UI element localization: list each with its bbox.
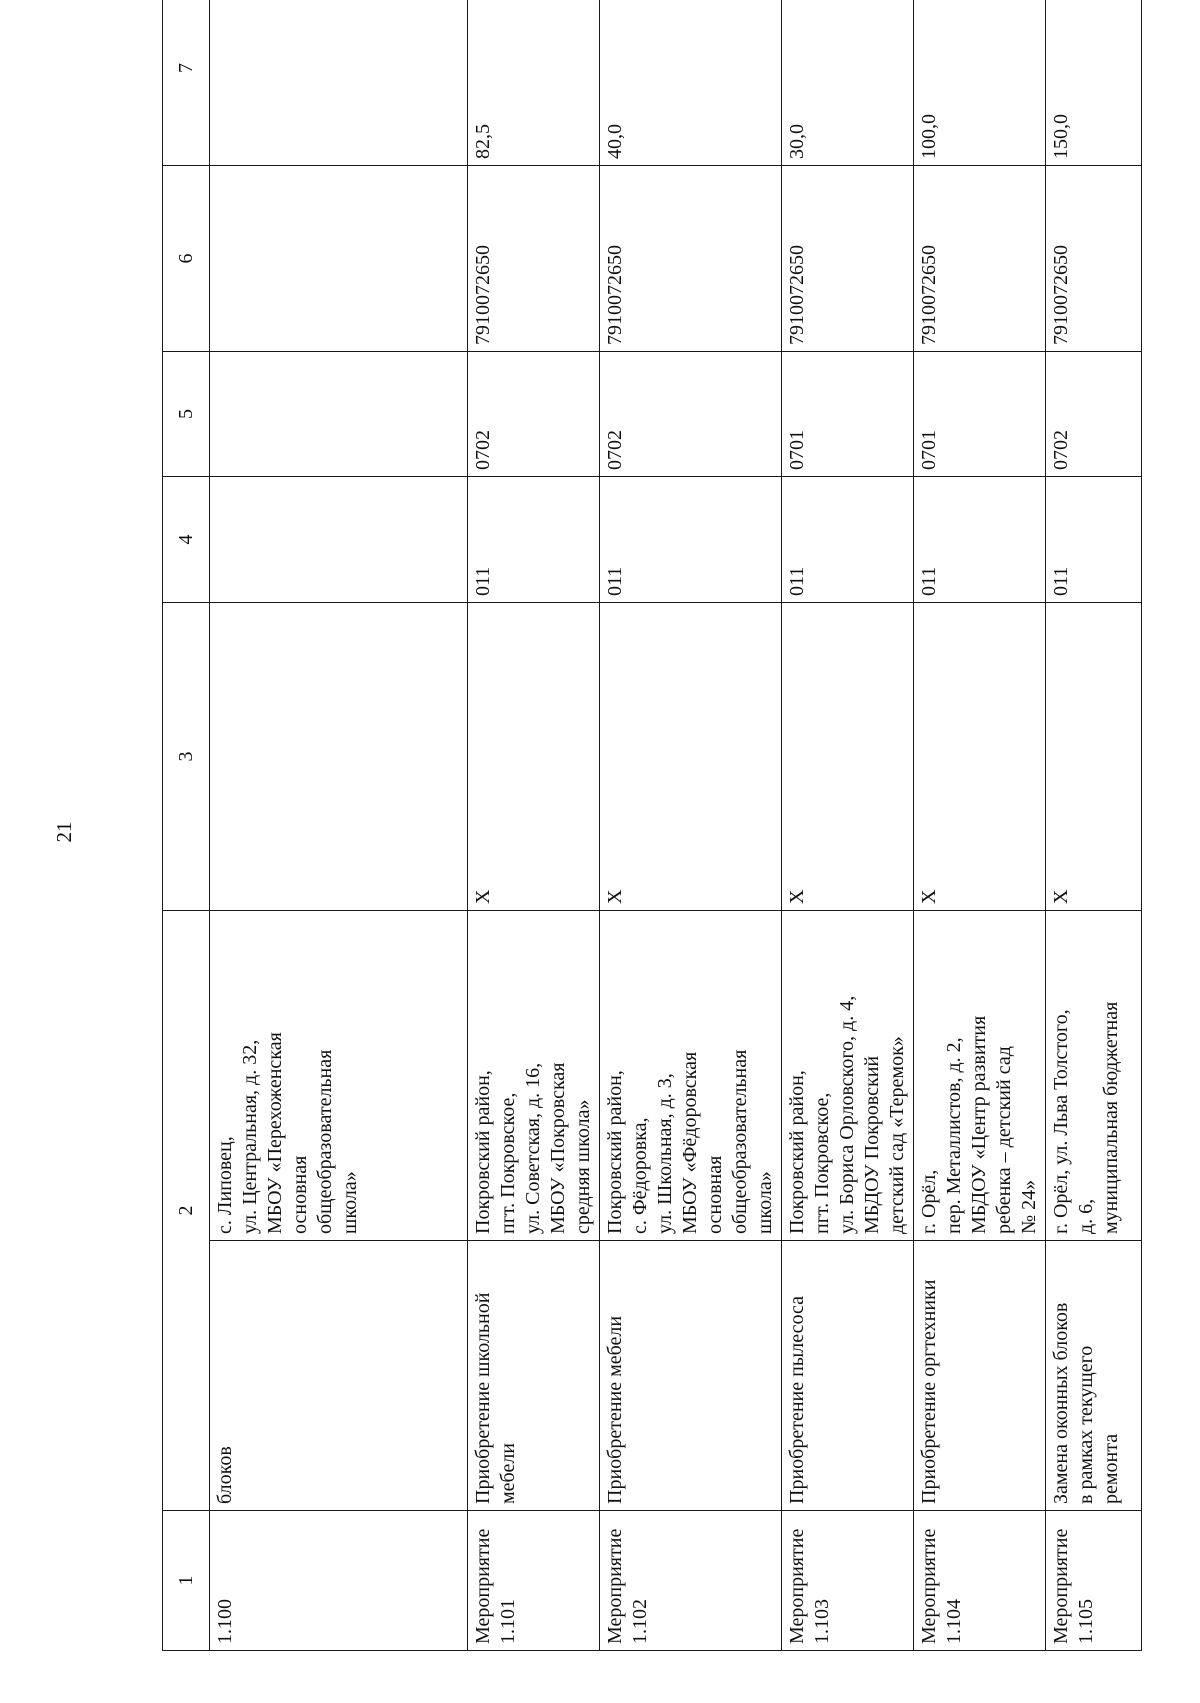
table-row xyxy=(1046,0,1142,1651)
cell-measure-id-line: Мероприятие xyxy=(918,1528,940,1644)
header-col-2: 2 xyxy=(163,911,210,1511)
table-row xyxy=(210,0,468,1651)
cell-amount: 30,0 xyxy=(782,0,914,166)
cell-address-line: общеобразовательная xyxy=(729,1049,751,1234)
header-col-7: 7 xyxy=(163,0,210,166)
cell-col3: Х xyxy=(914,603,1046,911)
cell-address-line: МБДОУ «Центр развития xyxy=(968,1015,990,1234)
cell-col4: 011 xyxy=(468,477,600,603)
cell-measure-id-line: 1.103 xyxy=(811,1599,833,1644)
cell-measure-id-line: Мероприятие xyxy=(1050,1528,1072,1644)
cell-measure-name xyxy=(468,1241,600,1511)
cell-col3: Х xyxy=(1046,603,1142,911)
cell-col6: 7910072650 xyxy=(782,166,914,352)
cell-measure-name-line: Приобретение оргтехники xyxy=(918,1279,940,1504)
header-col-3: 3 xyxy=(163,603,210,911)
cell-measure-name-line: ремонта xyxy=(1100,1433,1122,1504)
cell-amount: 100,0 xyxy=(914,0,1046,166)
cell-address-line: детский сад «Теремок» xyxy=(886,1036,908,1234)
cell-address-line: г. Орёл, ул. Льва Толстого, xyxy=(1050,1009,1072,1234)
header-col-5: 5 xyxy=(163,352,210,477)
cell-address-line: Покровский район, xyxy=(604,1070,626,1234)
cell-measure-id-line: 1.101 xyxy=(497,1599,519,1644)
cell-address-line: МБДОУ Покровский xyxy=(861,1055,883,1234)
header-row xyxy=(163,0,210,1651)
cell-address-line: школа» xyxy=(754,1171,776,1234)
cell-col5 xyxy=(210,352,468,477)
cell-col4: 011 xyxy=(1046,477,1142,603)
cell-address-line: ул. Советская, д. 16, xyxy=(522,1062,544,1234)
cell-address-line: муниципальная бюджетная xyxy=(1100,1001,1122,1234)
cell-address-line: основная xyxy=(289,1155,311,1234)
cell-address-line: Покровский район, xyxy=(786,1070,808,1234)
cell-address-line: г. Орёл, xyxy=(918,1169,940,1234)
table-row xyxy=(600,0,782,1651)
cell-col5: 0701 xyxy=(914,352,1046,477)
cell-measure-id xyxy=(210,1511,468,1651)
cell-amount: 150,0 xyxy=(1046,0,1142,166)
cell-address-line: ребенка – детский сад xyxy=(993,1046,1015,1234)
cell-measure-name-line: Приобретение мебели xyxy=(604,1315,626,1504)
cell-col3: Х xyxy=(468,603,600,911)
cell-col5: 0702 xyxy=(600,352,782,477)
cell-measure-id-line: 1.105 xyxy=(1075,1599,1097,1644)
cell-measure-name-line: Приобретение школьной xyxy=(472,1292,494,1504)
cell-measure-id-line: Мероприятие xyxy=(472,1528,494,1644)
cell-col3 xyxy=(210,603,468,911)
cell-col4: 011 xyxy=(914,477,1046,603)
table-body xyxy=(210,0,1142,1651)
cell-measure-id xyxy=(600,1511,782,1651)
cell-address-line: с. Липовец, xyxy=(214,1136,236,1234)
cell-measure-name-line: блоков xyxy=(214,1446,236,1504)
cell-measure-name xyxy=(1046,1241,1142,1511)
page-number: 21 xyxy=(52,821,76,843)
cell-address-line: средняя школа» xyxy=(572,1099,594,1234)
cell-col4: 011 xyxy=(600,477,782,603)
cell-amount: 82,5 xyxy=(468,0,600,166)
cell-address-line: ул. Бориса Орловского, д. 4, xyxy=(836,995,858,1234)
cell-col3: Х xyxy=(782,603,914,911)
cell-address xyxy=(210,911,468,1241)
cell-measure-name-line: мебели xyxy=(497,1442,519,1504)
cell-measure-id xyxy=(1046,1511,1142,1651)
cell-address-line: основная xyxy=(704,1155,726,1234)
cell-measure-name-line: в рамках текущего xyxy=(1075,1345,1097,1504)
cell-col5: 0701 xyxy=(782,352,914,477)
cell-address xyxy=(782,911,914,1241)
cell-address-line: пгт. Покровское, xyxy=(811,1092,833,1234)
table-row xyxy=(914,0,1046,1651)
cell-col6: 7910072650 xyxy=(600,166,782,352)
cell-address-line: пер. Металлистов, д. 2, xyxy=(943,1037,965,1234)
cell-measure-id-line: Мероприятие xyxy=(786,1528,808,1644)
cell-col3: Х xyxy=(600,603,782,911)
cell-measure-id-line: 1.104 xyxy=(943,1599,965,1644)
cell-measure-name xyxy=(600,1241,782,1511)
cell-address-line: пгт. Покровское, xyxy=(497,1092,519,1234)
cell-col5: 0702 xyxy=(1046,352,1142,477)
cell-address-line: школа» xyxy=(339,1171,361,1234)
cell-col6: 7910072650 xyxy=(914,166,1046,352)
header-col-4: 4 xyxy=(163,477,210,603)
cell-measure-id-line: 1.100 xyxy=(214,1599,236,1644)
cell-measure-name xyxy=(210,1241,468,1511)
cell-measure-id xyxy=(914,1511,1046,1651)
cell-address-line: с. Фёдоровка, xyxy=(629,1117,651,1234)
cell-address xyxy=(468,911,600,1241)
cell-col4: 011 xyxy=(782,477,914,603)
cell-address-line: Покровский район, xyxy=(472,1070,494,1234)
cell-measure-id xyxy=(782,1511,914,1651)
cell-address-line: ул. Центральная, д. 32, xyxy=(239,1039,261,1234)
cell-col6: 7910072650 xyxy=(1046,166,1142,352)
cell-address xyxy=(600,911,782,1241)
cell-col4 xyxy=(210,477,468,603)
cell-address-line: ул. Школьная, д. 3, xyxy=(654,1073,676,1234)
measures-table xyxy=(162,0,1142,1651)
header-col-1: 1 xyxy=(163,1511,210,1651)
cell-measure-name xyxy=(782,1241,914,1511)
cell-address xyxy=(1046,911,1142,1241)
cell-measure-name xyxy=(914,1241,1046,1511)
cell-col6 xyxy=(210,166,468,352)
cell-amount: 40,0 xyxy=(600,0,782,166)
cell-address-line: МБОУ «Перехоженская xyxy=(264,1032,286,1234)
cell-measure-id-line: 1.102 xyxy=(629,1599,651,1644)
cell-address-line: МБОУ «Покровская xyxy=(547,1062,569,1234)
cell-address-line: д. 6, xyxy=(1075,1198,1097,1234)
cell-address-line: общеобразовательная xyxy=(314,1049,336,1234)
header-col-6: 6 xyxy=(163,166,210,352)
cell-address xyxy=(914,911,1046,1241)
table-row xyxy=(468,0,600,1651)
cell-col5: 0702 xyxy=(468,352,600,477)
cell-address-line: МБОУ «Фёдоровская xyxy=(679,1051,701,1234)
cell-measure-id xyxy=(468,1511,600,1651)
cell-measure-name-line: Приобретение пылесоса xyxy=(786,1296,808,1504)
rotated-table-frame xyxy=(162,0,1122,1651)
table-row xyxy=(782,0,914,1651)
cell-measure-name-line: Замена оконных блоков xyxy=(1050,1302,1072,1504)
cell-amount xyxy=(210,0,468,166)
cell-col6: 7910072650 xyxy=(468,166,600,352)
cell-measure-id-line: Мероприятие xyxy=(604,1528,626,1644)
cell-address-line: № 24» xyxy=(1018,1179,1040,1234)
